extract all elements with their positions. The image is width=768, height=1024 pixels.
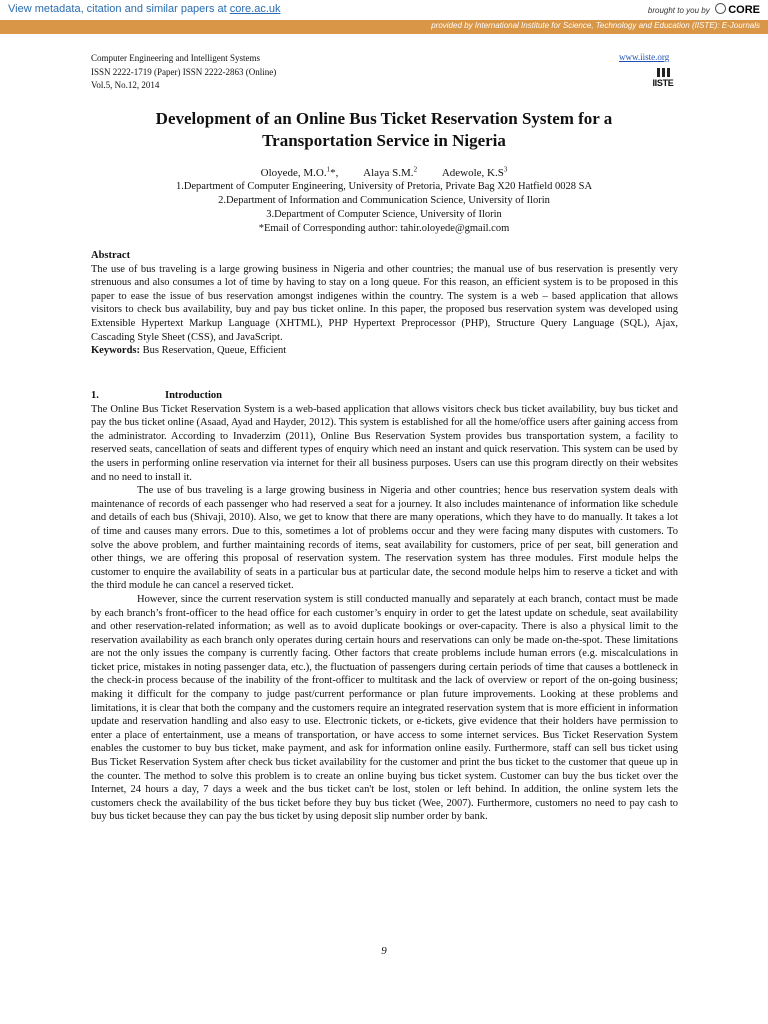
keywords [91,344,678,358]
brought-to-you-text: brought to you by [647,6,710,15]
journal-header [91,52,276,93]
corresponding-email: *Email of Corresponding author: tahir.oloyede@gmail.com [258,223,510,234]
journal-name: Computer Engineering and Intelligent Systems [91,53,260,63]
core-link-site[interactable]: core.ac.uk [229,3,281,15]
provided-by-text[interactable] [431,21,760,30]
section-heading [91,389,678,403]
page-number: 9 [381,945,387,957]
iiste-logo [650,68,676,92]
paragraph-2: The use of bus traveling is a large growing business in Nigeria and other countries; hence bus reservation system deals with maintenance of records of each passenger who had reserved a seat for a journey. It also includes maintenance of information like schedule and details of each bus (Shivaji, 2010). Also, we get to know that there are many operations, which they have to do manually. It takes a lot of time and causes many errors. Due to this, sometimes a lot of problems occur and they were facing many disputes with customers. To solve the above problem, and further maintaining records of items, seat availability for customers, price of per seat, bill generation and other things, we are offering this proposal of reservation system. The reservation system has three modules. First module helps the customer to enquire the availability of seats in a particular bus at particular date, the second module helps him to reserve a ticket and with the third module he can cancel a reserved ticket. [91,485,678,592]
iiste-logo-text: IISTE [652,78,674,88]
core-metadata-link[interactable] [8,3,281,15]
paragraph-3: However, since the current reservation system is still conducted manually and separately at each branch, contact must be made by each branch’s front-officer to the head office for each customer’s enquiry in order to get the latest update on schedule, seat availability and other reservation-related information; as well as to avoid duplicate bookings or over-capacity. There is also a physical limit to the reservation availability as each branch only operates during certain hours and reservations can only be made on-the-spot. These limitations are not the only issues the company is currently facing. Other factors that create problems include human errors (e.g. miscalculations in ticket price, mistakes in noting passenger data, etc.), the fluctuation of passengers during certain periods of time that causes a bottleneck in the check-in process because of the inability of the front-officer to multitask and the lack of overview or report of the on-going business; making it difficult for the company to judge past/current performance or plan future improvements. Looking at these problems and limitations, it is clear that both the company and the customers require an integrated reservation system that is more efficient in information update and reservation handling and also easy to use. Electronic tickets, or e-tickets, give evidence that their holders have permission to enter a place of entertainment, use a means of transportation, or have access to some internet services. Bus Ticket Reservation System enables the customer to buy bus ticket, make payment, and ask for information online easily. Furthermore, staff can sell bus ticket using Bus Ticket Reservation System after check bus ticket availability for the customer and print the bus ticket to the customer that queue up in the counter. The method to solve this problem is to create an online buying bus ticket system. Customer can buy the bus ticket over the Internet, 24 hours a day, 7 days a week and the bus ticket can't be lost, stolen or left behind. In addition, the online system lets the customers check the availability of the bus ticket before they buy bus ticket (Wee, 2007). Furthermore, customers no need to pay cash to buy bus ticket because they can pay the bus ticket by using deposit slip number order by bank. [91,593,678,823]
author-1: Oloyede, M.O.$^1$*, [260,165,339,179]
section-number: 1. [91,390,99,401]
affiliation-3: 3.Department of Computer Science, University of Ilorin [266,209,502,220]
core-logo-icon [715,3,726,14]
paper-title [92,108,676,152]
journal-url-link[interactable]: www.iiste.org [619,52,670,62]
keywords-label: Keywords: [91,345,140,357]
author-list [92,165,676,179]
keywords-text: Bus Reservation, Queue, Efficient [140,345,287,357]
section-title: Introduction [165,390,222,401]
provided-source: International Institute for Science, Technology and Education (IISTE): E-Journals [472,21,760,30]
affiliation-1: 1.Department of Computer Engineering, University of Pretoria, Private Bag X20 Hatfield 0028 SA [175,181,593,192]
iiste-logo-icon [650,68,676,77]
abstract-text: The use of bus traveling is a large growing business in Nigeria and other countries; the manual use of bus reservation is presently very strenuous and also consumes a lot of time by having to stay on a long queue. For this reason, an efficient system is to be proposed in this paper to ease the issue of bus reservation amongst indigenes within the country. The system is a web – based application that allows visitors to check bus availability, buy and pay bus ticket online. In this paper, the proposed bus reservation system was developed using Extensible Hypertext Markup Language (XHTML), PHP Hypertext Preprocessor (PHP), Structure Query Language (SQL), Ajax, Cascading Style Sheet (CSS), and JavaScript. [91,263,678,343]
provided-prefix: provided by [431,21,473,30]
provided-by-bar [0,20,768,34]
introduction-section [91,389,678,824]
title-line-1: Development of an Online Bus Ticket Reservation System for a [155,109,613,128]
core-link-prefix: View metadata, citation and similar papers at [8,3,230,15]
title-line-2: Transportation Service in Nigeria [262,131,506,150]
journal-issn: ISSN 2222-1719 (Paper) ISSN 2222-2863 (Online) [91,66,277,77]
affiliations [92,180,676,236]
core-logo-text: CORE [728,4,760,16]
abstract-heading: Abstract [91,250,131,261]
author-2: Alaya S.M.$^2$ [363,165,418,179]
abstract-section [91,249,678,358]
author-3: Adewole, $K.S^3$ [441,165,508,179]
affiliation-2: 2.Department of Information and Communication Science, University of Ilorin [218,195,550,206]
core-brand[interactable] [648,3,760,16]
paragraph-1: The Online Bus Ticket Reservation System is a web-based application that allows visitors check bus ticket availability, buy bus ticket and pay the bus ticket online (Asaad, Ayad and Hayder, 2012). This system is established for all the home/office users after gaining access from the administrator. According to Invaderzim (2011), Online Bus Reservation System provides bus transportation system, a facility to reserved seats, cancellation of seats and different types of enquiry which need an instant and quick reservation. This system can be used by the users in performing online reservation via internet for their all business purposes. Users can use this program directly on their websites and no need to install it. [91,403,678,483]
journal-volume: Vol.5, No.12, 2014 [91,80,160,90]
core-banner [0,0,768,21]
